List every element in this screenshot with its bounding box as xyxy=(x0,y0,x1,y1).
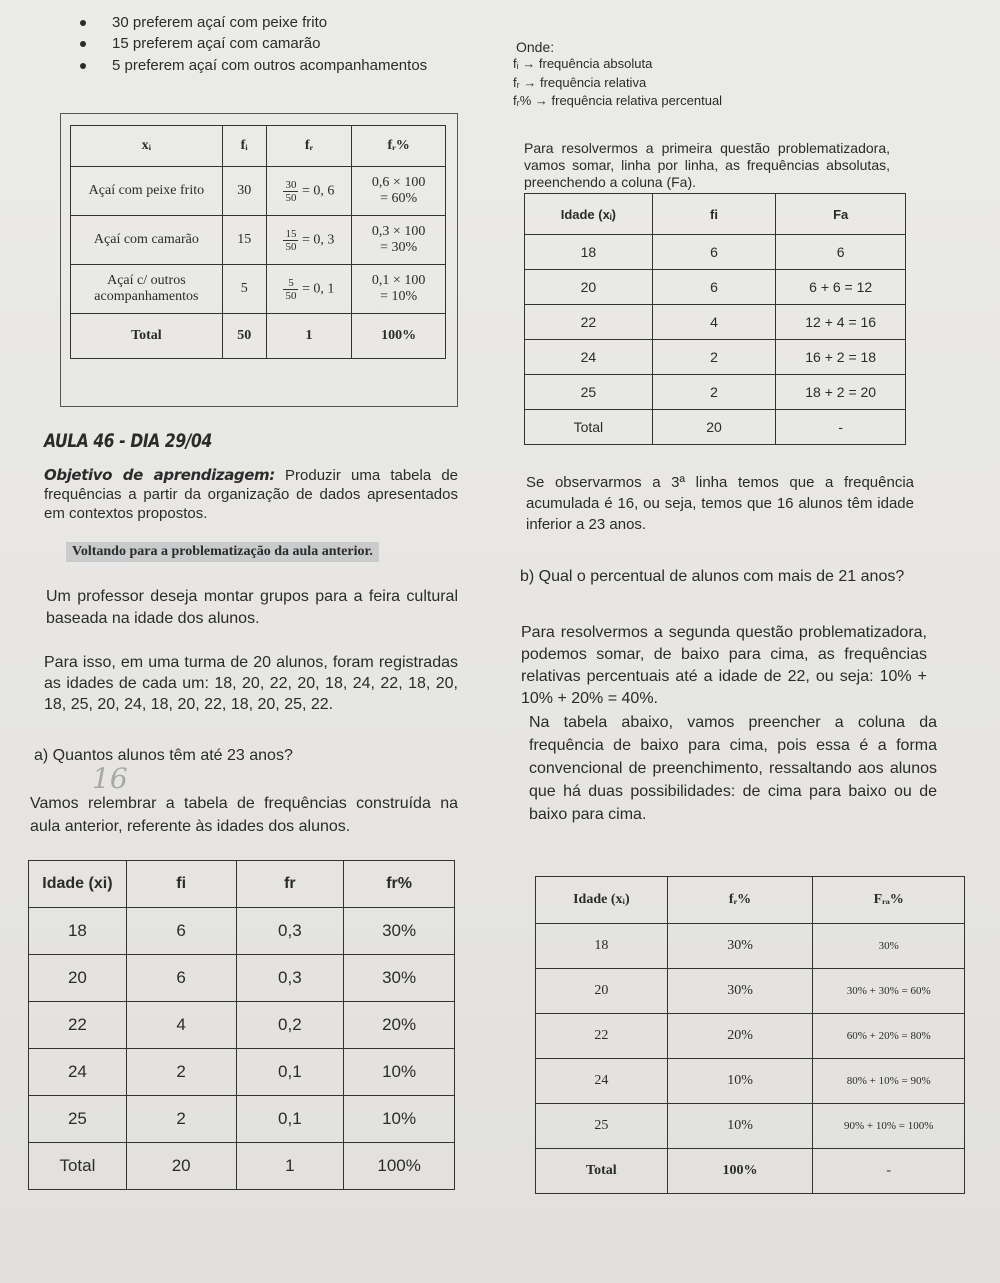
cell: 30% xyxy=(344,955,455,1002)
table-row xyxy=(29,1096,455,1143)
header-cell: fᵢ xyxy=(222,126,266,167)
cell-fr-percent xyxy=(352,216,446,265)
problem-intro-text: Um professor deseja montar grupos para a feira cultural baseada na idade dos alunos. xyxy=(46,588,458,627)
acai-frequency-table xyxy=(70,125,446,359)
cell: 25 xyxy=(29,1096,127,1143)
cell: 24 xyxy=(525,340,653,375)
cell: - xyxy=(776,410,906,445)
header-cell: fr xyxy=(236,861,344,908)
objective-block xyxy=(44,466,458,523)
total-fr: 1 xyxy=(266,314,352,359)
cell: 0,2 xyxy=(236,1002,344,1049)
cell: 24 xyxy=(536,1059,668,1104)
cell: 30% xyxy=(667,969,813,1014)
paragraph-second-question: Para resolvermos a segunda questão problematizadora, podemos somar, de baixo para cima, as frequências relativas percentuais até a idade de 22, ou seja: 10% + 10% + 20% = 40%. xyxy=(521,624,927,707)
accumulated-frequency-table xyxy=(524,193,906,445)
legend-relative: fᵣ → frequência relativa xyxy=(513,75,647,90)
cell: 10% xyxy=(667,1104,813,1149)
table-row xyxy=(536,1104,965,1149)
table-header-row xyxy=(536,877,965,924)
table-total-row xyxy=(29,1143,455,1190)
cell-fi: 15 xyxy=(222,216,266,265)
cell: 30% xyxy=(344,908,455,955)
cell-fr xyxy=(266,167,352,216)
cell: 2 xyxy=(126,1096,236,1143)
header-cell: xᵢ xyxy=(71,126,223,167)
cell-fr-percent xyxy=(352,167,446,216)
cell: 4 xyxy=(126,1002,236,1049)
cell: 18 xyxy=(29,908,127,955)
cell: 30% xyxy=(667,924,813,969)
fraction-value: = 0, 3 xyxy=(301,232,335,248)
objective-text: Produzir uma tabela de frequências a partir da organização de dados apresentados em contextos propostos. xyxy=(44,467,459,522)
table-row xyxy=(536,1014,965,1059)
table-row xyxy=(71,216,446,265)
objective-label: Objetivo de aprendizagem: xyxy=(44,466,275,484)
cell: 6 xyxy=(652,270,776,305)
fraction-denominator: 50 xyxy=(285,240,297,253)
cell: 10% xyxy=(344,1049,455,1096)
cell: 22 xyxy=(29,1002,127,1049)
cell: 18 + 2 = 20 xyxy=(776,375,906,410)
table-row xyxy=(29,1002,455,1049)
header-cell: fi xyxy=(652,194,776,235)
cell: 22 xyxy=(536,1014,668,1059)
table-row xyxy=(525,270,906,305)
table-row xyxy=(536,924,965,969)
cell: 6 xyxy=(652,235,776,270)
ages-data-text: Para isso, em uma turma de 20 alunos, foram registradas as idades de cada um: 18, 20, 22, 20, 18, 24, 22, 18, 20, 18, 25, 20, 24, 18, 20, 22, 18, 20, 25, 22. xyxy=(44,654,458,713)
header-cell: fᵣ xyxy=(266,126,352,167)
total-fr-percent: 100% xyxy=(352,314,446,359)
header-cell: Idade (xi) xyxy=(29,861,127,908)
table-row xyxy=(29,1049,455,1096)
cell: 25 xyxy=(536,1104,668,1149)
cell-fr xyxy=(266,265,352,314)
fraction-numerator: 15 xyxy=(285,227,297,240)
bullet-item: 30 preferem açaí com peixe frito xyxy=(112,14,328,31)
pencil-answer: 16 xyxy=(92,762,128,795)
header-cell: Idade (xᵢ) xyxy=(525,194,653,235)
cell: 24 xyxy=(29,1049,127,1096)
cell-fi: 30 xyxy=(222,167,266,216)
question-a: a) Quantos alunos têm até 23 anos? xyxy=(34,747,293,764)
row-label: Açaí c/ outros acompanhamentos xyxy=(71,265,223,314)
cell: 6 + 6 = 12 xyxy=(776,270,906,305)
cell: 100% xyxy=(667,1149,813,1194)
table-header-row xyxy=(71,126,446,167)
table-row xyxy=(525,235,906,270)
onde-title: Onde: xyxy=(516,39,555,55)
cell: Total xyxy=(536,1149,668,1194)
fraction-numerator: 5 xyxy=(283,277,298,290)
header-cell: Fᵣₐ% xyxy=(813,877,965,924)
cell: 0,3 xyxy=(236,908,344,955)
cell: 0,3 xyxy=(236,955,344,1002)
cell: 20 xyxy=(652,410,776,445)
accumulated-relative-frequency-table xyxy=(535,876,965,1194)
fraction-numerator: 30 xyxy=(285,178,297,191)
legend-absolute: fᵢ → frequência absoluta xyxy=(513,56,653,71)
table-row xyxy=(71,265,446,314)
table-row xyxy=(536,969,965,1014)
table-row xyxy=(525,375,906,410)
table-row xyxy=(29,955,455,1002)
cell: 6 xyxy=(126,955,236,1002)
cell: 2 xyxy=(652,340,776,375)
paragraph-fill-instructions: Na tabela abaixo, vamos preencher a coluna da frequência de baixo para cima, pois essa é a forma convencional de preenchimento, ressaltando aos alunos que há duas possibilidades: de cima para baixo ou de baixo para cima. xyxy=(529,714,937,823)
cell: 4 xyxy=(652,305,776,340)
percent-calc: 0,6 × 100 xyxy=(371,175,426,190)
cell: Total xyxy=(29,1143,127,1190)
percent-result: = 10% xyxy=(380,289,418,304)
table-row xyxy=(71,167,446,216)
total-fi: 50 xyxy=(222,314,266,359)
cell: 18 xyxy=(536,924,668,969)
bullet-item: 15 preferem açaí com camarão xyxy=(112,35,321,52)
table-row xyxy=(525,340,906,375)
table-header-row xyxy=(29,861,455,908)
remember-text: Vamos relembrar a tabela de frequências construída na aula anterior, referente às idades dos alunos. xyxy=(30,795,458,835)
cell: 90% + 10% = 100% xyxy=(813,1104,965,1149)
total-label: Total xyxy=(71,314,223,359)
cell: 12 + 4 = 16 xyxy=(776,305,906,340)
cell: 20% xyxy=(667,1014,813,1059)
cell: 2 xyxy=(126,1049,236,1096)
table-total-row xyxy=(536,1149,965,1194)
cell: 6 xyxy=(776,235,906,270)
relative-frequency-table xyxy=(28,860,455,1190)
percent-result: = 60% xyxy=(380,191,418,206)
cell: 10% xyxy=(667,1059,813,1104)
table-row xyxy=(29,908,455,955)
row-label: Açaí com peixe frito xyxy=(71,167,223,216)
observation-text: Se observarmos a 3ª linha temos que a frequência acumulada é 16, ou seja, temos que 16 alunos têm idade inferior a 23 anos. xyxy=(526,474,914,533)
cell: Total xyxy=(525,410,653,445)
lesson-heading: AULA 46 - DIA 29/04 xyxy=(44,430,212,452)
percent-calc: 0,3 × 100 xyxy=(371,224,426,239)
cell: 20 xyxy=(126,1143,236,1190)
question-b: b) Qual o percentual de alunos com mais de 21 anos? xyxy=(520,568,905,585)
cell: 16 + 2 = 18 xyxy=(776,340,906,375)
row-label: Açaí com camarão xyxy=(71,216,223,265)
table-row xyxy=(536,1059,965,1104)
fraction-denominator: 50 xyxy=(285,289,297,302)
cell-fr-percent xyxy=(352,265,446,314)
cell: 0,1 xyxy=(236,1096,344,1143)
percent-calc: 0,1 × 100 xyxy=(371,273,426,288)
table-total-row xyxy=(525,410,906,445)
cell: 2 xyxy=(652,375,776,410)
cell: 6 xyxy=(126,908,236,955)
cell: 30% + 30% = 60% xyxy=(813,969,965,1014)
cell-fi: 5 xyxy=(222,265,266,314)
fraction-value: = 0, 1 xyxy=(301,281,335,297)
header-cell: fᵣ% xyxy=(667,877,813,924)
table-row xyxy=(525,305,906,340)
cell: 1 xyxy=(236,1143,344,1190)
cell: 60% + 20% = 80% xyxy=(813,1014,965,1059)
cell: 20 xyxy=(29,955,127,1002)
cell: 0,1 xyxy=(236,1049,344,1096)
header-cell: fi xyxy=(126,861,236,908)
cell: 100% xyxy=(344,1143,455,1190)
cell: 25 xyxy=(525,375,653,410)
header-cell: fᵣ% xyxy=(352,126,446,167)
cell: 30% xyxy=(813,924,965,969)
cell: 20 xyxy=(536,969,668,1014)
section-banner: Voltando para a problematização da aula anterior. xyxy=(66,542,379,562)
cell: - xyxy=(813,1149,965,1194)
bullet-item: 5 preferem açaí com outros acompanhamentos xyxy=(112,57,428,74)
fraction-value: = 0, 6 xyxy=(301,183,335,199)
cell: 80% + 10% = 90% xyxy=(813,1059,965,1104)
percent-result: = 30% xyxy=(380,240,418,255)
table-total-row xyxy=(71,314,446,359)
cell: 20 xyxy=(525,270,653,305)
cell-fr xyxy=(266,216,352,265)
header-cell: Idade (xᵢ) xyxy=(536,877,668,924)
legend-relative-percent: fᵣ% → frequência relativa percentual xyxy=(513,93,723,108)
fraction-denominator: 50 xyxy=(285,191,297,204)
table-header-row xyxy=(525,194,906,235)
paragraph-first-question: Para resolvermos a primeira questão problematizadora, vamos somar, linha por linha, as frequências absolutas, preenchendo a coluna (Fa). xyxy=(524,140,890,190)
cell: 20% xyxy=(344,1002,455,1049)
cell: 10% xyxy=(344,1096,455,1143)
cell: 22 xyxy=(525,305,653,340)
header-cell: Fa xyxy=(776,194,906,235)
cell: 18 xyxy=(525,235,653,270)
header-cell: fr% xyxy=(344,861,455,908)
